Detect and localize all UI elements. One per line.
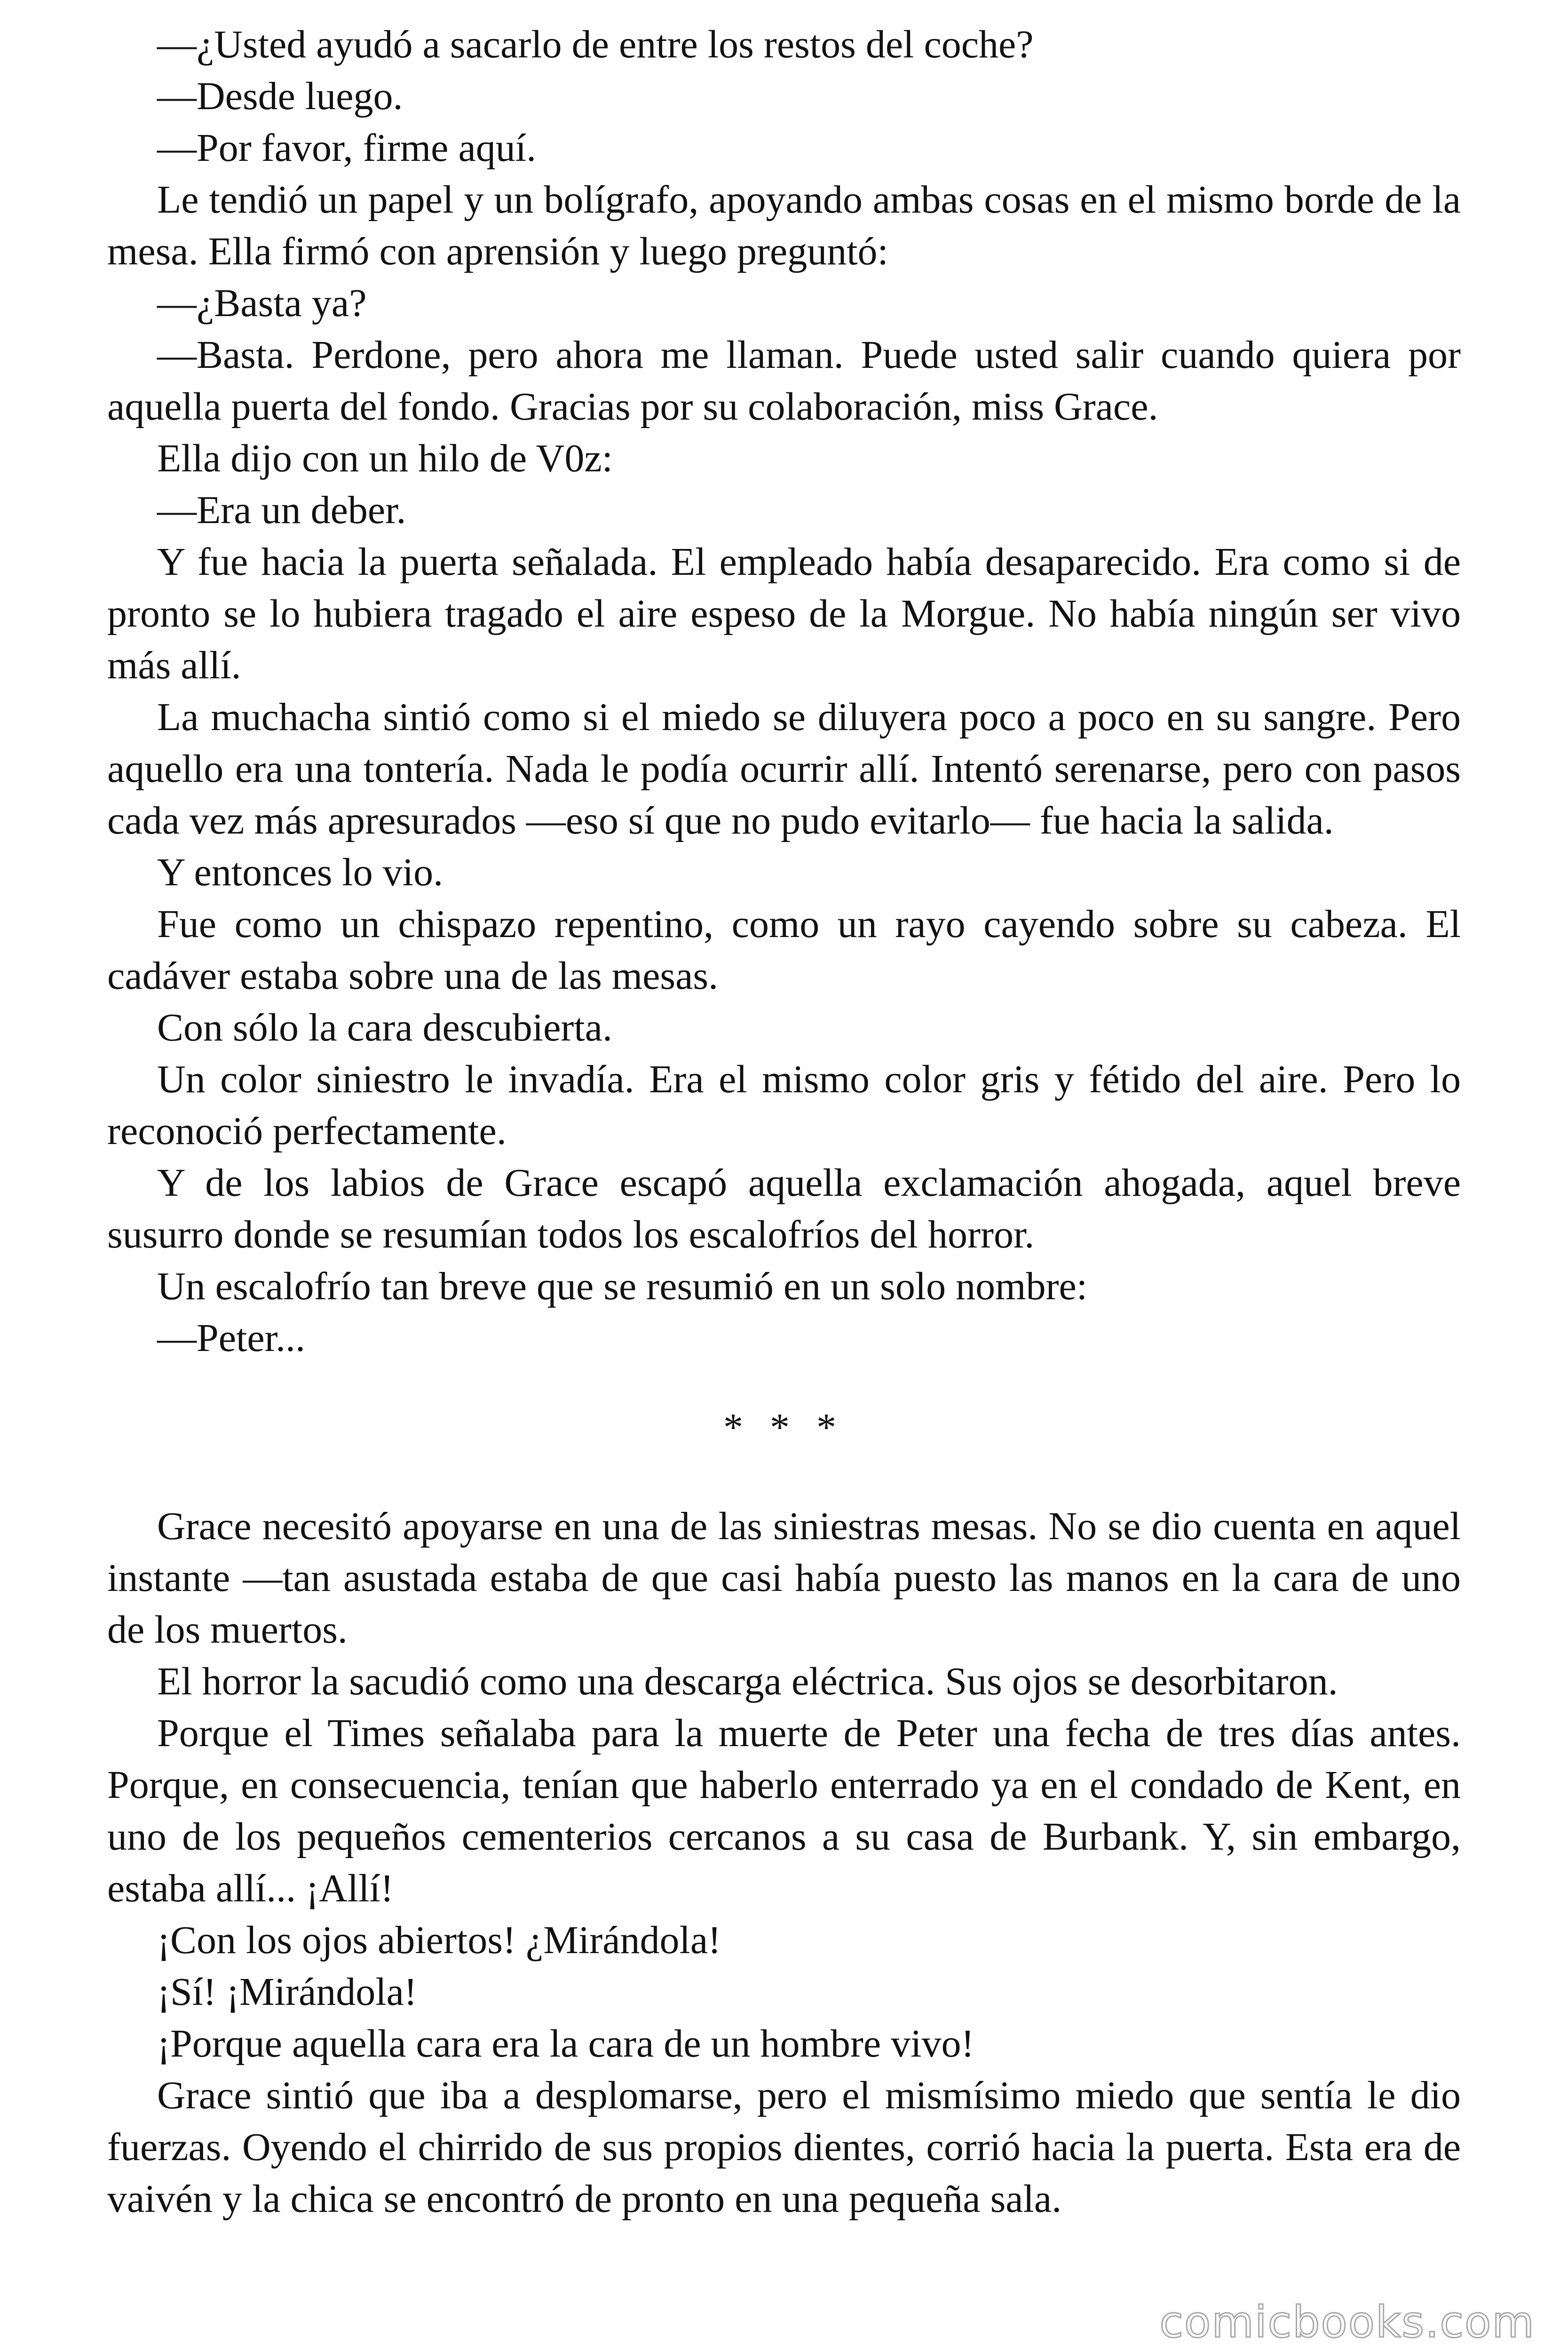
paragraph: Grace sintió que iba a desplomarse, pero el mismísimo miedo que sentía le dio fuerzas. Oyendo el chirrido de sus propios dientes, corrió hacia la puerta. Esta era de vaivén y la chica se encontró de pronto en una pequeña sala. [107,2074,1461,2221]
paragraph: Y entonces lo vio. [157,850,443,894]
paragraph: —Por favor, firme aquí. [157,126,537,170]
paragraph: El horror la sacudió como una descarga eléctrica. Sus ojos se desorbitaron. [157,1660,1338,1703]
paragraph: Fue como un chispazo repentino, como un rayo cayendo sobre su cabeza. El cadáver estaba sobre una de las mesas. [107,902,1461,998]
paragraph: —Basta. Perdone, pero ahora me llaman. Puede usted salir cuando quiera por aquella puerta del fondo. Gracias por su colaboración, miss Grace. [107,333,1461,429]
paragraph: Con sólo la cara descubierta. [157,1006,612,1049]
paragraph: —Peter... [157,1316,305,1360]
paragraph: Le tendió un papel y un bolígrafo, apoyando ambas cosas en el mismo borde de la mesa. Ella firmó con aprensión y luego preguntó: [107,178,1461,273]
paragraph: ¡Con los ojos abiertos! ¿Mirándola! [157,1918,721,1962]
paragraph: La muchacha sintió como si el miedo se diluyera poco a poco en su sangre. Pero aquello era una tontería. Nada le podía ocurrir allí. Intentó serenarse, pero con pasos cada vez más apresurados —eso sí que no pudo evitarlo— fue hacia la salida. [107,695,1461,842]
paragraph: Porque el Times señalaba para la muerte de Peter una fecha de tres días antes. Porque, en consecuencia, tenían que haberlo enterrado ya en el condado de Kent, en uno de los pequeños cementerios cercanos a su casa de Burbank. Y, sin embargo, estaba allí... ¡Allí! [107,1711,1461,1910]
section-separator: * * * [723,1406,845,1449]
paragraph: ¡Sí! ¡Mirándola! [157,1970,417,2014]
paragraph: Ella dijo con un hilo de V0z: [157,437,613,480]
page-text [107,19,1461,2225]
paragraph: Un color siniestro le invadía. Era el mismo color gris y fétido del aire. Pero lo reconoció perfectamente. [107,1057,1461,1153]
paragraph: —Desde luego. [157,74,403,118]
paragraph: ¡Porque aquella cara era la cara de un hombre vivo! [157,2022,974,2066]
paragraph: Y fue hacia la puerta señalada. El empleado había desaparecido. Era como si de pronto se lo hubiera tragado el aire espeso de la Morgue. No había ningún ser vivo más allí. [107,540,1461,687]
paragraph: —¿Usted ayudó a sacarlo de entre los restos del coche? [157,23,1034,66]
watermark: comicbooks.com [1159,2297,1535,2347]
paragraph: Grace necesitó apoyarse en una de las siniestras mesas. No se dio cuenta en aquel instante —tan asustada estaba de que casi había puesto las manos en la cara de uno de los muertos. [107,1504,1461,1652]
paragraph: —Era un deber. [157,488,406,532]
paragraph: —¿Basta ya? [157,281,367,325]
paragraph: Y de los labios de Grace escapó aquella exclamación ahogada, aquel breve susurro donde se resumían todos los escalofríos del horror. [107,1161,1461,1256]
paragraph: Un escalofrío tan breve que se resumió en un solo nombre: [157,1264,1088,1308]
